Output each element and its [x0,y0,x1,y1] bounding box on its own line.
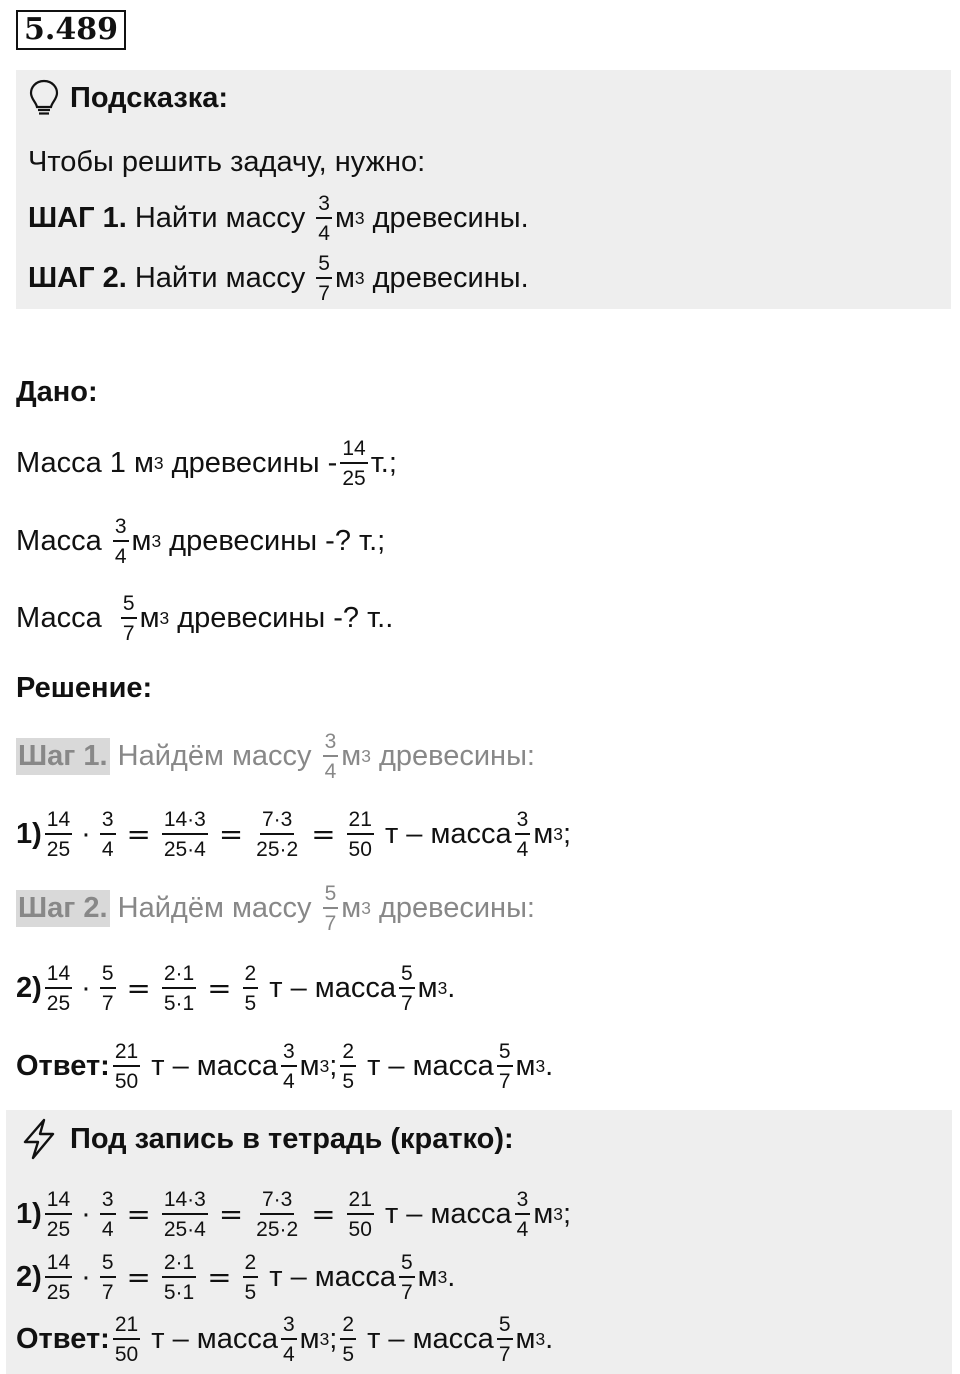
fraction: $\frac{14}{25}$ [46,807,71,861]
fraction: $\frac{14}{25}$ [46,1187,71,1241]
fraction: $\frac{5}{7}$ [324,881,337,935]
fraction: $\frac{3}{4}$ [101,1187,114,1241]
calc-line-1: 1) $\frac{14}{25}$ · $\frac{3}{4}$ = $\frac{14\cdot 3}{25\cdot 4}$ = $\frac{7\cdot 3}{25\cdot 2}$ = $\frac{21}{50}$ т – масса $\frac{3}{4}$ м 3 ; [16,807,572,861]
fraction: $\frac{14}{25}$ [46,961,71,1015]
fraction: $\frac{21}{50}$ [114,1039,139,1093]
fraction: $\frac{2}{5}$ [244,961,257,1015]
notebook-title: Под запись в тетрадь (кратко): [70,1122,514,1155]
step-tag: Шаг 2. [16,890,110,927]
step-tag: Шаг 1. [16,738,110,775]
fraction: $\frac{5}{7}$ [122,591,135,645]
given-line-3: Масса $\frac{5}{7}$ м 3 древесины -? т.. [16,591,394,645]
fraction: $\frac{5}{7}$ [400,961,413,1015]
notebook-answer: Ответ: $\frac{21}{50}$ т – масса $\frac{3}{4}$ м 3 ; $\frac{2}{5}$ т – масса $\frac{5}{7}$ м 3 . [16,1312,554,1366]
fraction: $\frac{5}{7}$ [498,1039,511,1093]
problem-number: 5.489 [16,10,126,50]
answer-line: Ответ: $\frac{21}{50}$ т – масса $\frac{3}{4}$ м 3 ; $\frac{2}{5}$ т – масса $\frac{5}{7}$ м 3 . [16,1039,554,1093]
given-title: Дано: [16,375,98,408]
fraction: $\frac{14}{25}$ [342,436,366,490]
fraction: $\frac{3}{4}$ [114,514,127,568]
solution-step-1: Шаг 1. Найдём массу $\frac{3}{4}$ м 3 древесины: [18,729,535,783]
fraction: $\frac{3}{4}$ [324,729,337,783]
notebook-header [20,1116,960,1162]
fraction: $\frac{21}{50}$ [348,807,372,861]
notebook-calc-1: 1) $\frac{14}{25}$ · $\frac{3}{4}$ = $\frac{14\cdot 3}{25\cdot 4}$ = $\frac{7\cdot 3}{25\cdot 2}$ = $\frac{21}{50}$ т – масса $\frac{3}{4}$ м 3 ; [16,1187,572,1241]
hint-title: Подсказка: [70,81,229,114]
hint-step-2: ШАГ 2. Найти массу $\frac{5}{7}$ м 3 древесины. [28,251,529,305]
hint-step-1: ШАГ 1. Найти массу $\frac{3}{4}$ м 3 древесины. [28,191,529,245]
fraction: $\frac{7\cdot 3}{25\cdot 2}$ [256,807,299,861]
fraction: $\frac{5}{7}$ [400,1250,413,1304]
fraction: $\frac{2\cdot 1}{5\cdot 1}$ [163,961,195,1015]
lightbulb-icon [28,79,60,117]
fraction: $\frac{3}{4}$ [516,807,529,861]
calc-line-2: 2) $\frac{14}{25}$ · $\frac{5}{7}$ = $\frac{2\cdot 1}{5\cdot 1}$ = $\frac{2}{5}$ т – масса $\frac{5}{7}$ м 3 . [16,961,456,1015]
fraction: $\frac{3}{4}$ [318,191,330,245]
fraction: $\frac{3}{4}$ [282,1039,295,1093]
fraction: $\frac{2}{5}$ [342,1312,355,1366]
fraction: $\frac{3}{4}$ [101,807,114,861]
fraction: $\frac{3}{4}$ [516,1187,529,1241]
fraction: $\frac{21}{50}$ [348,1187,372,1241]
solution-title: Решение: [16,671,153,704]
fraction: $\frac{2}{5}$ [342,1039,355,1093]
fraction: $\frac{3}{4}$ [282,1312,295,1366]
fraction: $\frac{21}{50}$ [114,1312,139,1366]
given-line-1: Масса 1 м 3 древесины - $\frac{14}{25}$ т.; [16,436,397,490]
solution-step-2: Шаг 2. Найдём массу $\frac{5}{7}$ м 3 древесины: [18,881,535,935]
fraction: $\frac{14\cdot 3}{25\cdot 4}$ [163,807,206,861]
notebook-calc-2: 2) $\frac{14}{25}$ · $\frac{5}{7}$ = $\frac{2\cdot 1}{5\cdot 1}$ = $\frac{2}{5}$ т – масса $\frac{5}{7}$ м 3 . [16,1250,456,1304]
lightning-icon [20,1118,58,1160]
fraction: $\frac{2\cdot 1}{5\cdot 1}$ [163,1250,195,1304]
fraction: $\frac{2}{5}$ [244,1250,257,1304]
fraction: $\frac{5}{7}$ [498,1312,511,1366]
given-line-2: Масса $\frac{3}{4}$ м 3 древесины -? т.; [16,514,386,568]
fraction: $\frac{5}{7}$ [101,961,114,1015]
fraction: $\frac{5}{7}$ [101,1250,114,1304]
fraction: $\frac{7\cdot 3}{25\cdot 2}$ [256,1187,299,1241]
fraction: $\frac{14}{25}$ [46,1250,71,1304]
hint-intro: Чтобы решить задачу, нужно: [28,145,426,178]
fraction: $\frac{5}{7}$ [318,251,330,305]
hint-header [28,78,960,118]
fraction: $\frac{14\cdot 3}{25\cdot 4}$ [163,1187,206,1241]
